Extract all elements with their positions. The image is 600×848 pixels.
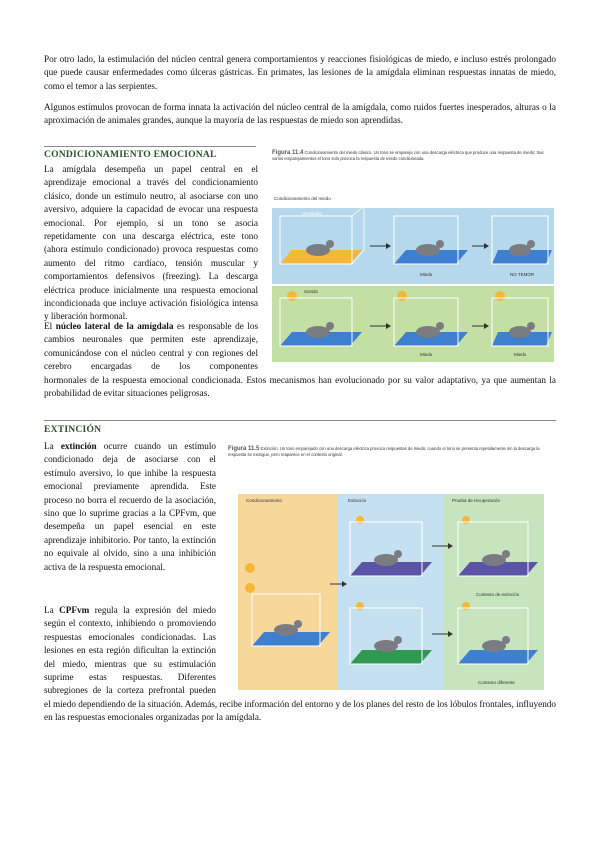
row1-caption-2: NO TEMOR <box>510 272 535 277</box>
section-rule <box>44 146 256 147</box>
section-heading-extinction: EXTINCIÓN <box>44 424 102 435</box>
conditioning-paragraph-1: La amígdala desempeña un papel central en el aprendizaje emocional a través del condicionamiento clásico, donde un estímulo neutro, al asociarse con uno aversivo, adquiere la capacidad de evocar una respuesta emocional. Por ejemplo, si un tono se asocia repetidamente con una descarga eléctrica, este tono (ahora estímulo condicionado) provoca respuestas como aumento del ritmo cardíaco, tensión muscular y comportamientos defensivos (freezing). La descarga eléctrica produce inicialmente una respuesta emocional incondicionada que incluye activación fisiológica intensa y liberación hormonal. <box>44 164 258 322</box>
row-background-green <box>272 286 554 362</box>
conditioning-paragraph-2 <box>44 320 258 374</box>
figure-fear-conditioning <box>270 148 556 370</box>
intro-paragraph-1: Por otro lado, la estimulación del núcleo central genera comportamientos y reacciones fisiológicas de miedo, e incluso estrés prolongado que puede causar enfermedades como úlceras gástricas. En primates, las lesiones de la amígdala eliminan respuestas innatas de miedo, como el temor a las serpientes. <box>44 54 556 91</box>
conditioning-paragraph-2-continued <box>44 374 556 401</box>
row1-caption-1: Miedo <box>420 272 433 277</box>
extinction-paragraph-2 <box>44 604 216 698</box>
panel-header: Condicionamiento del miedo <box>274 196 331 201</box>
caption-extinction-context: Contexto de extinción <box>476 592 520 597</box>
column-label-extinction: Extinción <box>348 498 367 503</box>
row1-stimulus-label: Ventilador <box>302 211 323 216</box>
figure-caption <box>228 446 554 457</box>
extinction-paragraph-2-continued <box>44 698 556 725</box>
text: La <box>44 441 54 451</box>
text: hormonales de la respuesta emocional condicionada. Estos mecanismos han evolucionado por su valor adaptativo, ya que aumentan la probabilidad de evitar situaciones peligrosas. <box>44 375 556 399</box>
figure-extinction <box>226 444 556 696</box>
section-rule <box>44 420 556 421</box>
row2-caption-2: Miedo <box>514 352 527 357</box>
cpfvm-term: CPFvm <box>59 605 90 615</box>
text: regula la expresión del miedo según el contexto, inhibiendo o promoviendo respuestas emocionales condicionadas. Las lesiones en esta región dificultan la extinción del miedo, mientras que su estimulación suprime estas respuestas. Diferentes subregiones de la corteza prefrontal pueden <box>44 605 216 696</box>
extinction-paragraph-1 <box>44 440 216 574</box>
lateral-nucleus-term: núcleo lateral de la amígdala <box>55 321 174 331</box>
figure-caption-text: Extinción. Un tono emparejado con una descarga eléctrica provoca respuestas de miedo; cuando el tono se presenta repetidamente sin la descarga la respuesta se extingue, pero reaparece en el contexto original. <box>228 446 540 457</box>
intro-paragraph-2: Algunos estímulos provocan de forma innata la activación del núcleo central de la amígdala, como ruidos fuertes inesperados, alturas o la aproximación de animales grandes, aunque la mayoría de las respuestas de miedo son aprendidas. <box>44 102 556 126</box>
text: el miedo dependiendo de la situación. Además, recibe información del entorno y de los planes del resto de los lóbulos frontales, influyendo en las respuestas emocionales organizadas por la amígdala. <box>44 699 556 723</box>
caption-different-context: Contexto diferente <box>478 680 515 685</box>
figure-caption-text: Condicionamiento del miedo clásico. Un tono se empareja con una descarga eléctrica que produce una respuesta de miedo; tras varios emparejamientos el tono solo provoca la respuesta de miedo condicionada. <box>272 150 544 161</box>
text: ocurre cuando un estímulo condicionado deja de asociarse con el estímulo aversivo, lo que inhibe la respuesta emocional previamente aprendida. Este proceso no borra el recuerdo de la asociación, sino que lo suprime gracias a la CPFvm, que desempeña un papel esencial en este aprendizaje inhibitorio. Por tanto, la extinción no equivale al olvido, sino a una inhibición activa de la respuesta emocional. <box>44 441 217 572</box>
text: El <box>44 321 53 331</box>
column-label-conditioning: Condicionamiento <box>246 498 283 503</box>
conditioning-illustration <box>270 206 556 366</box>
extinction-term: extinción <box>60 441 97 451</box>
row2-stimulus-label: Sonido <box>304 289 319 294</box>
text: es responsable de los cambios neuronales que permiten este aprendizaje, comunicándose con el núcleo central y con regiones del cerebro encargadas de los componentes <box>44 321 258 372</box>
figure-number: Figura 11.4 <box>272 150 304 156</box>
section-heading-conditioning: CONDICIONAMIENTO EMOCIONAL <box>44 149 217 160</box>
row2-caption-1: Miedo <box>420 352 433 357</box>
figure-number: Figura 11.5 <box>228 446 260 452</box>
figure-caption <box>272 150 554 161</box>
text: La <box>44 605 54 615</box>
column-label-recovery: Prueba de recuperación <box>452 498 501 503</box>
